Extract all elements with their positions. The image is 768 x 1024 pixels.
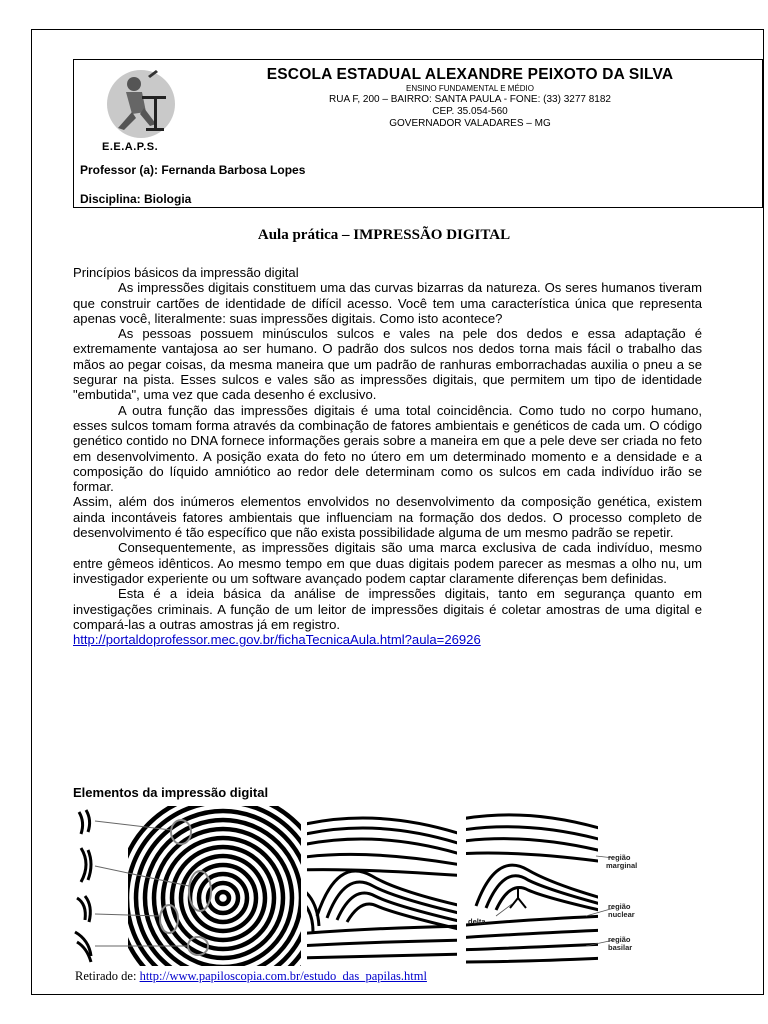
credit-prefix: Retirado de: <box>75 969 140 983</box>
paragraph-2: As pessoas possuem minúsculos sulcos e vales na pele dos dedos e essa adaptação é extremamente vantajosa ao ser humano. O padrão dos sulcos nos dedos torna mais fácil o trabalho das mãos ao pegar coisas, da mesma maneira que um padrão de ranhuras emborrachadas auxilia o pneu a se segurar na pista. Esses sulcos e vales são as impressões digitais, que permitem um tipo de identidade "embutida", uma vez que cada desenho é exclusivo. <box>73 326 702 403</box>
paragraph-3: A outra função das impressões digitais é uma total coincidência. Como tudo no corpo humano, esses sulcos tomam forma através da combinação de fatores ambientais e genéticos de cada um. O código genético contido no DNA fornece informações gerais sobre a maneira em que a pele deve ser criada no feto em desenvolvimento. A posição exata do feto no útero em um determinado momento e a densidade e a composição do líquido amniótico ao redor dele determinam como os sulcos em cada indivíduo irão se formar. <box>73 402 702 495</box>
school-info <box>250 66 690 130</box>
credit-link[interactable]: http://www.papiloscopia.com.br/estudo_das_papilas.html <box>139 969 427 983</box>
fingerprint-loop-figure <box>307 806 457 966</box>
label-nuclear-1: região <box>608 902 631 911</box>
paragraph-4: Assim, além dos inúmeros elementos envolvidos no desenvolvimento da composição genética, existem ainda incontáveis fatores ambientais que influenciam na formação dos dedos. O processo completo de desenvolvimento é tão específico que não exista possibilidade alguma de um mesmo padrão se repetir. <box>73 494 702 541</box>
school-city: GOVERNADOR VALADARES – MG <box>389 118 551 129</box>
school-logo <box>96 68 186 150</box>
label-basilar-1: região <box>608 935 631 944</box>
logo-caption: E.E.A.P.S. <box>102 141 159 153</box>
body-text <box>73 265 702 647</box>
school-name: ESCOLA ESTADUAL ALEXANDRE PEIXOTO DA SILVA <box>266 66 674 83</box>
page-title: Aula prática – IMPRESSÃO DIGITAL <box>257 227 511 243</box>
label-basilar-2: basilar <box>608 943 633 952</box>
paragraph-6: Esta é a ideia básica da análise de impressões digitais, tanto em segurança quanto em investigações criminais. A função de um leitor de impressões digitais é coletar amostras de uma digital e compará-las a outras amostras já em registro. <box>73 586 702 632</box>
school-cep: CEP. 35.054-560 <box>432 106 508 117</box>
fingerprint-whorl-figure <box>73 806 301 966</box>
school-level: ENSINO FUNDAMENTAL E MÉDIO <box>405 84 534 93</box>
paragraph-1: As impressões digitais constituem uma das curvas bizarras da natureza. Os seres humanos tiveram que construir cartões de identidade de difícil acesso. Você tem uma característica única que representa apenas você, literalmente: suas impressões digitais. Como isto acontece? <box>73 280 702 326</box>
subject-line: Disciplina: Biologia <box>80 192 192 206</box>
label-delta: delta <box>468 917 486 926</box>
figure-credit <box>75 969 427 984</box>
intro-heading: Princípios básicos da impressão digital <box>73 265 299 280</box>
label-marginal-1: região <box>608 853 631 862</box>
source-link[interactable]: http://portaldoprofessor.mec.gov.br/fichaTecnicaAula.html?aula=26926 <box>73 632 481 648</box>
school-address: RUA F, 200 – BAIRRO: SANTA PAULA - FONE: (33) 3277 8182 <box>329 94 611 105</box>
label-marginal-2: marginal <box>606 861 638 870</box>
label-nuclear-2: nuclear <box>608 910 635 919</box>
elements-heading: Elementos da impressão digital <box>73 785 269 800</box>
teacher-line: Professor (a): Fernanda Barbosa Lopes <box>80 163 306 177</box>
fingerprint-regions-figure <box>466 806 652 966</box>
paragraph-5: Consequentemente, as impressões digitais são uma marca exclusiva de cada indivíduo, mesmo entre gêmeos idênticos. Ao mesmo tempo em que duas digitais podem parecer as mesmas a olho nu, um investigador experiente ou um software avançado podem captar claramente diferenças bem definidas. <box>73 540 702 586</box>
